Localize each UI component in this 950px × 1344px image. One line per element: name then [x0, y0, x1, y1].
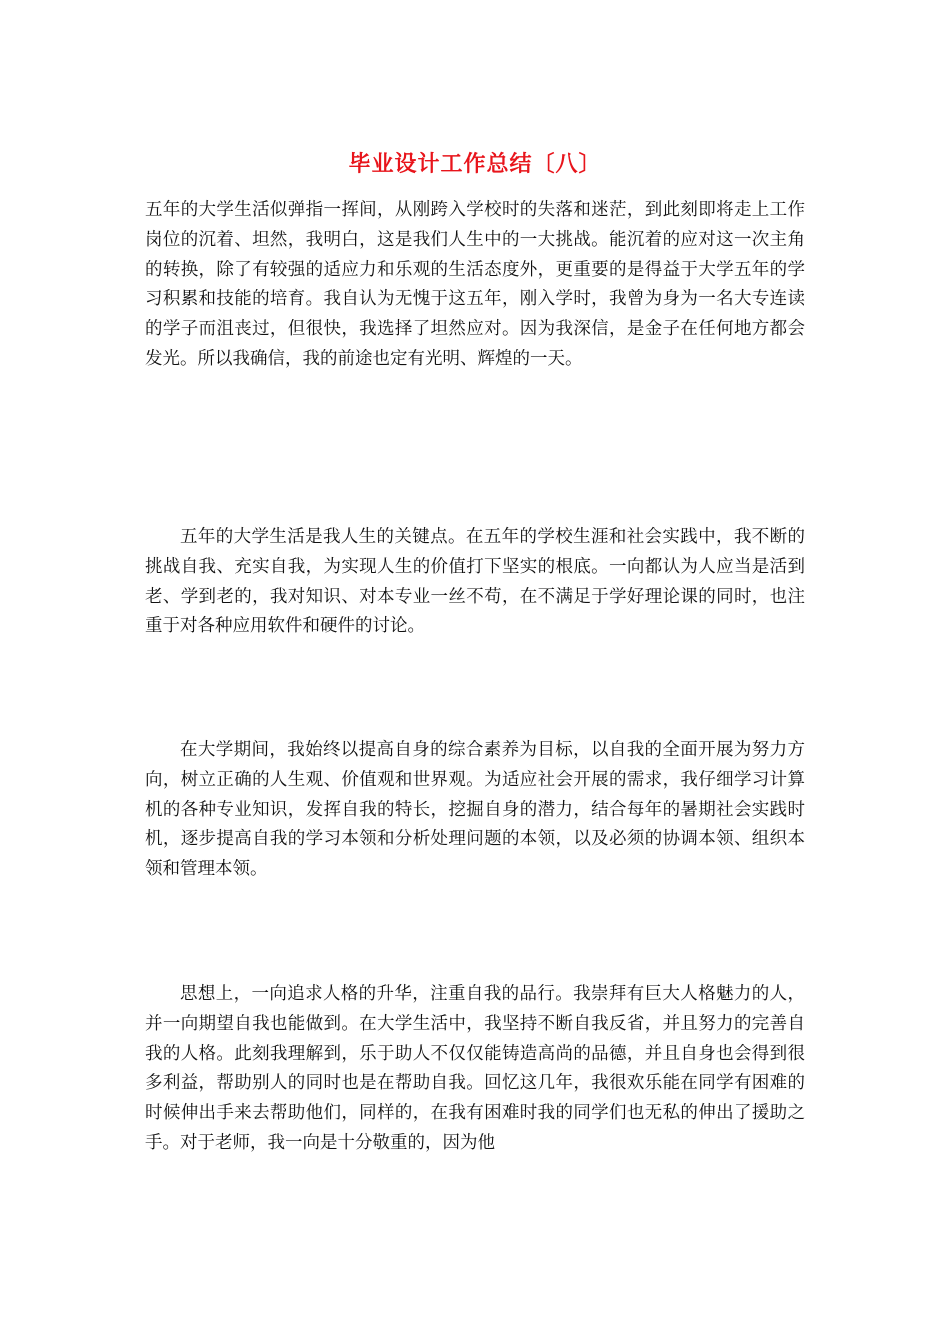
document-title: 毕业设计工作总结〔八〕: [348, 152, 602, 177]
paragraph-4: 思想上，一向追求人格的升华，注重自我的品行。我崇拜有巨大人格魅力的人，并一向期望自我也能做到。在大学生活中，我坚持不断自我反省，并且努力的完善自我的人格。此刻我理解到，乐于助人不仅仅能铸造高尚的品德，并且自身也会得到很多利益，帮助别人的同时也是在帮助自我。回忆这几年，我很欢乐能在同学有困难的时候伸出手来去帮助他们，同样的，在我有困难时我的同学们也无私的伸出了援助之手。对于老师，我一向是十分敬重的，因为他: [145, 984, 805, 1153]
paragraph-2: 五年的大学生活是我人生的关键点。在五年的学校生涯和社会实践中，我不断的挑战自我、充实自我，为实现人生的价值打下坚实的根底。一向都认为人应当是活到老、学到老的，我对知识、对本专业一丝不苟，在不满足于学好理论课的同时，也注重于对各种应用软件和硬件的讨论。: [145, 527, 805, 637]
paragraph-1: 五年的大学生活似弹指一挥间，从刚跨入学校时的失落和迷茫，到此刻即将走上工作岗位的沉着、坦然，我明白，这是我们人生中的一大挑战。能沉着的应对这一次主角的转换，除了有较强的适应力和乐观的生活态度外，更重要的是得益于大学五年的学习积累和技能的培育。我自认为无愧于这五年，刚入学时，我曾为身为一名大专连读的学子而沮丧过，但很快，我选择了坦然应对。因为我深信，是金子在任何地方都会发光。所以我确信，我的前途也定有光明、辉煌的一天。: [145, 200, 805, 369]
paragraph-3: 在大学期间，我始终以提高自身的综合素养为目标，以自我的全面开展为努力方向，树立正确的人生观、价值观和世界观。为适应社会开展的需求，我仔细学习计算机的各种专业知识，发挥自我的特长，挖掘自身的潜力，结合每年的暑期社会实践时机，逐步提高自我的学习本领和分析处理问题的本领，以及必须的协调本领、组织本领和管理本领。: [145, 740, 805, 880]
